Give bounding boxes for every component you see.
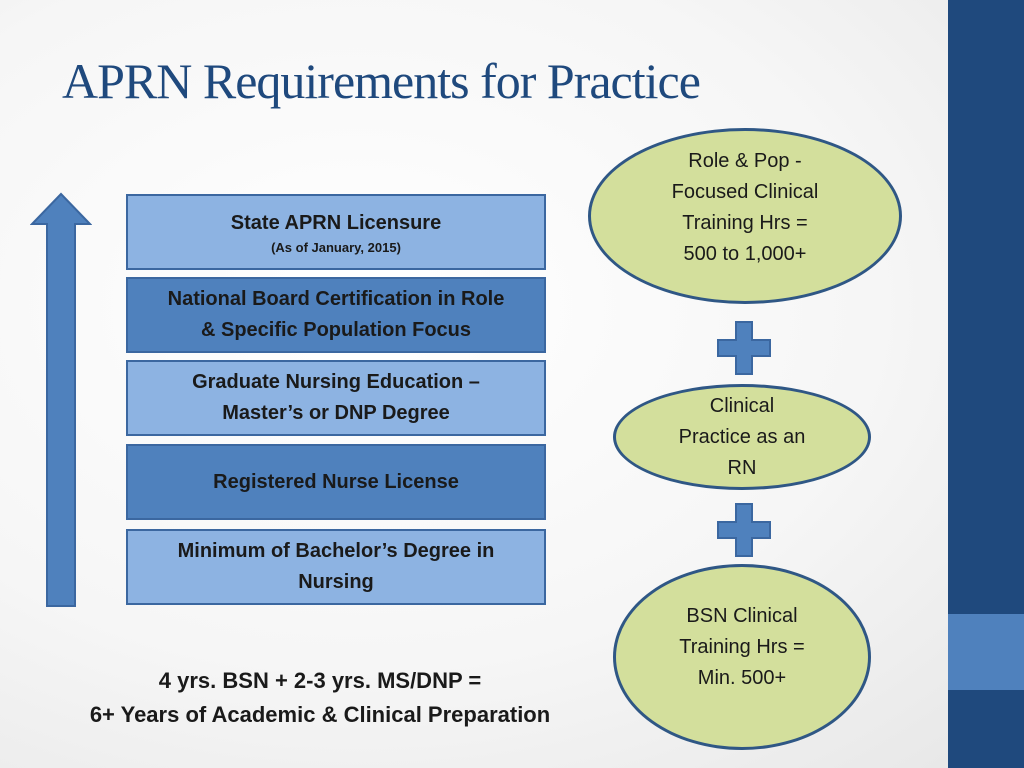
box-board-certification [126, 277, 546, 353]
box-state-licensure [126, 194, 546, 270]
ellipse-bsn-line2: Training Hrs = [679, 635, 805, 658]
box-state-licensure-sub: (As of January, 2015) [271, 239, 401, 255]
ellipse-role-pop-line2: Focused Clinical [671, 181, 819, 203]
plus-icon [716, 502, 772, 558]
summary-text [40, 664, 600, 732]
plus-icon [716, 320, 772, 376]
ellipse-role-pop-line3: Training Hrs = [682, 212, 808, 234]
box-graduate-education [126, 360, 546, 436]
box-state-licensure-label: State APRN Licensure [230, 211, 442, 234]
summary-line2: 6+ Years of Academic & Clinical Preparation [89, 702, 551, 727]
box-graduate-education-line1: Graduate Nursing Education – [192, 371, 480, 393]
ellipse-bsn-training [613, 564, 871, 750]
box-graduate-education-line2: Master’s or DNP Degree [222, 402, 450, 424]
box-board-certification-line2: & Specific Population Focus [200, 319, 472, 341]
summary-line1: 4 yrs. BSN + 2-3 yrs. MS/DNP = [158, 668, 482, 693]
box-bachelors-degree-line2: Nursing [298, 571, 374, 593]
ellipse-clinical-line3: RN [727, 456, 757, 479]
ellipse-clinical-line2: Practice as an [678, 425, 806, 448]
ellipse-role-pop-line4: 500 to 1,000+ [683, 243, 807, 265]
ellipse-clinical-practice [613, 384, 871, 490]
up-arrow-icon [30, 192, 92, 608]
ellipse-role-pop-training [588, 128, 902, 304]
box-bachelors-degree [126, 529, 546, 605]
side-accent-decoration [948, 614, 1024, 690]
ellipse-bsn-line1: BSN Clinical [686, 604, 798, 627]
ellipse-bsn-line3: Min. 500+ [697, 666, 787, 689]
ellipse-role-pop-line1: Role & Pop - [688, 150, 802, 172]
box-bachelors-degree-line1: Minimum of Bachelor’s Degree in [177, 540, 495, 562]
box-rn-license [126, 444, 546, 520]
box-board-certification-line1: National Board Certification in Role [167, 288, 505, 310]
slide-title: APRN Requirements for Practice [62, 53, 700, 109]
box-rn-license-label: Registered Nurse License [213, 470, 459, 493]
ellipse-clinical-line1: Clinical [709, 394, 775, 417]
